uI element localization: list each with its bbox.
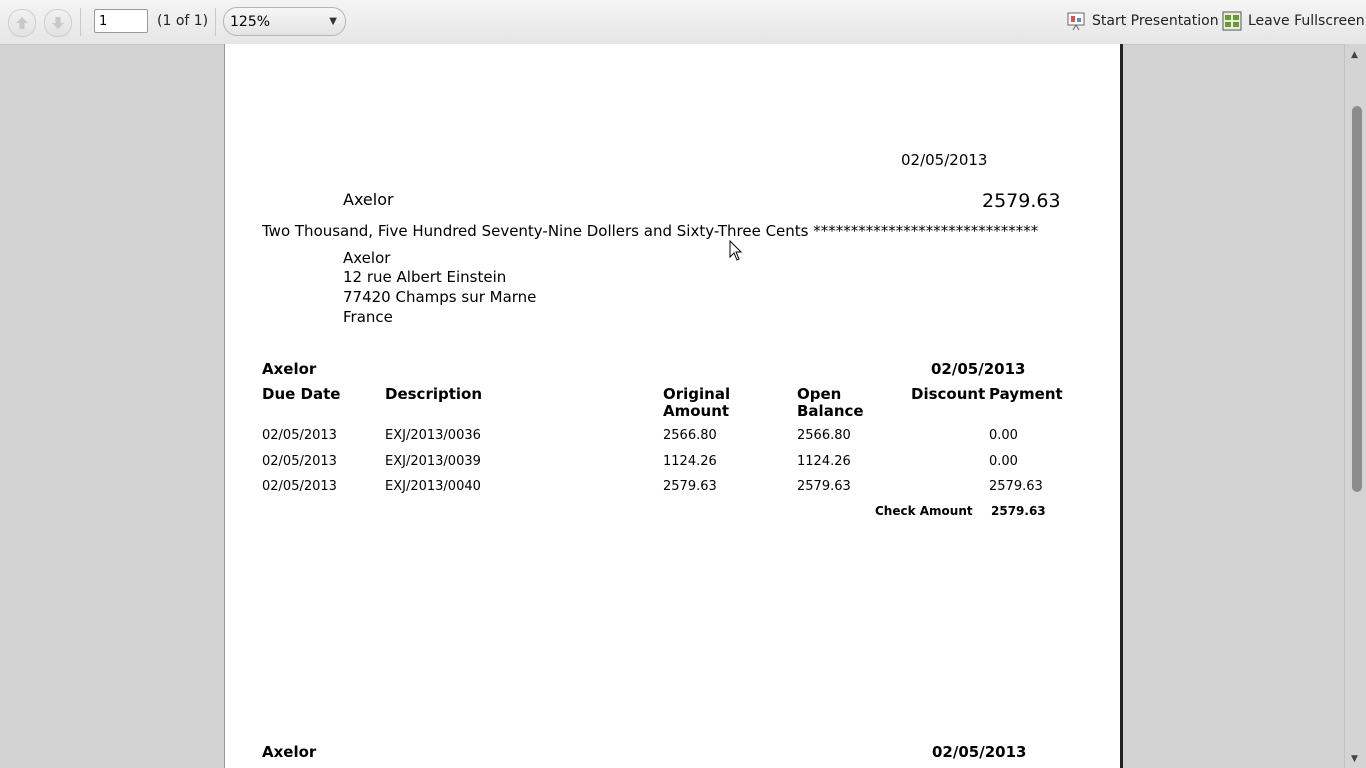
address-line: 77420 Champs sur Marne [343, 288, 537, 306]
column-header-payment: Payment [989, 385, 1063, 403]
start-presentation-button[interactable] [1066, 11, 1219, 31]
table-cell-description: EXJ/2013/0039 [385, 454, 481, 469]
check-amount: 2579.63 [982, 190, 1061, 212]
start-presentation-label: Start Presentation [1092, 13, 1219, 29]
check-payee: Axelor [343, 190, 394, 209]
table-cell-open: 2566.80 [797, 428, 851, 443]
column-header-original-amount: Original [663, 385, 731, 403]
fullscreen-icon [1222, 11, 1242, 31]
scroll-up-icon[interactable]: ▲ [1351, 50, 1358, 60]
column-header-discount: Discount [911, 385, 986, 403]
table-cell-open: 1124.26 [797, 454, 851, 469]
next-page-button[interactable] [44, 9, 72, 37]
scroll-down-icon[interactable]: ▼ [1351, 754, 1358, 764]
table-cell-description: EXJ/2013/0040 [385, 479, 481, 494]
arrow-down-icon [50, 15, 66, 31]
page-count-label: (1 of 1) [157, 13, 209, 29]
mouse-pointer-icon [729, 240, 743, 262]
table-cell-description: EXJ/2013/0036 [385, 428, 481, 443]
scrollbar-thumb[interactable] [1352, 106, 1362, 492]
chevron-down-icon: ▼ [329, 16, 337, 27]
table-cell-payment: 0.00 [989, 428, 1018, 443]
column-header-open-balance: Balance [797, 402, 864, 420]
toolbar-separator [215, 8, 216, 36]
previous-page-button[interactable] [8, 9, 36, 37]
check-amount-label: Check Amount [875, 504, 973, 518]
column-header-original-amount: Amount [663, 402, 730, 420]
column-header-open-balance: Open [797, 385, 842, 403]
address-line: Axelor [343, 249, 391, 267]
zoom-value: 125% [230, 14, 271, 30]
table-cell-original: 2566.80 [663, 428, 717, 443]
arrow-up-icon [14, 15, 30, 31]
table-cell-due-date: 02/05/2013 [262, 479, 337, 494]
presentation-icon [1066, 11, 1086, 31]
table-cell-open: 2579.63 [797, 479, 851, 494]
stub2-company: Axelor [262, 743, 317, 761]
toolbar-separator [80, 8, 81, 36]
table-cell-original: 1124.26 [663, 454, 717, 469]
stub2-date: 02/05/2013 [932, 743, 1027, 761]
leave-fullscreen-label: Leave Fullscreen [1248, 13, 1365, 29]
table-cell-due-date: 02/05/2013 [262, 428, 337, 443]
column-header-due-date: Due Date [262, 385, 341, 403]
zoom-select[interactable] [223, 7, 346, 36]
address-line: France [343, 308, 393, 326]
table-cell-original: 2579.63 [663, 479, 717, 494]
table-cell-due-date: 02/05/2013 [262, 454, 337, 469]
pdf-toolbar [0, 0, 1366, 45]
stub-date: 02/05/2013 [931, 360, 1026, 378]
column-header-description: Description [385, 385, 483, 403]
table-cell-payment: 2579.63 [989, 479, 1043, 494]
check-date: 02/05/2013 [901, 151, 988, 169]
page-number-input[interactable] [94, 9, 148, 33]
stub-company: Axelor [262, 360, 317, 378]
document-page [224, 44, 1123, 768]
check-amount-total: 2579.63 [991, 504, 1046, 518]
vertical-scrollbar[interactable] [1344, 44, 1366, 768]
leave-fullscreen-button[interactable] [1222, 11, 1365, 31]
check-amount-words: Two Thousand, Five Hundred Seventy-Nine Dollers and Sixty-Three Cents ****************************** [262, 222, 1039, 240]
table-cell-payment: 0.00 [989, 454, 1018, 469]
address-line: 12 rue Albert Einstein [343, 268, 507, 286]
